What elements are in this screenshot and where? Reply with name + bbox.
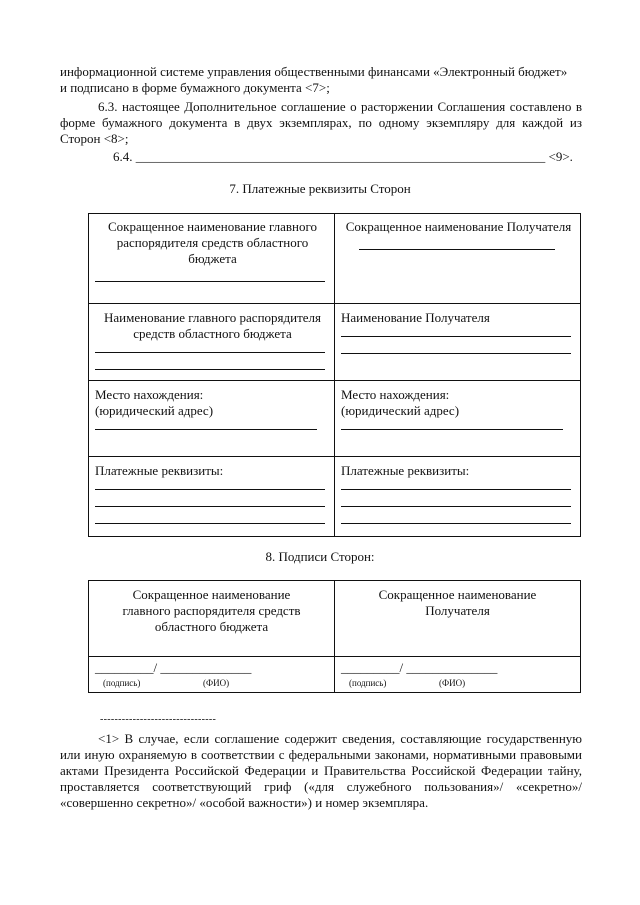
intro-line-2: и подписано в форме бумажного документа <7>; bbox=[60, 80, 330, 95]
table-cell bbox=[89, 657, 335, 693]
cell-label: Наименование главного распорядителя средств областного бюджета bbox=[104, 310, 321, 341]
signature-line-left: _________/ ______________ bbox=[95, 660, 252, 675]
table-row bbox=[89, 214, 581, 304]
fill-line bbox=[341, 353, 571, 354]
caption-signature-left: (подпись) bbox=[103, 678, 141, 688]
table-cell bbox=[89, 381, 335, 457]
table-cell bbox=[335, 581, 581, 657]
cell-sublabel: (юридический адрес) bbox=[95, 403, 214, 418]
clause-6-3: 6.3. настоящее Дополнительное соглашение о расторжении Соглашения составлено в форме бумажного документа в двух экземплярах, по одному экземпляру для каждой из Сторон <8>; bbox=[60, 99, 582, 146]
fill-line bbox=[359, 249, 555, 250]
fill-line bbox=[341, 506, 571, 507]
table-cell bbox=[335, 457, 581, 537]
table-row bbox=[89, 457, 581, 537]
table-cell bbox=[335, 304, 581, 381]
table-row bbox=[89, 581, 581, 657]
fill-line bbox=[95, 506, 325, 507]
clause-6-4 bbox=[113, 149, 593, 165]
caption-signature-right: (подпись) bbox=[349, 678, 387, 688]
table-row bbox=[89, 657, 581, 693]
table-cell bbox=[335, 381, 581, 457]
cell-label: Наименование Получателя bbox=[341, 310, 490, 325]
cell-label: Место нахождения: bbox=[341, 387, 450, 402]
table-cell bbox=[335, 657, 581, 693]
signatures-table bbox=[88, 580, 581, 693]
table-row bbox=[89, 304, 581, 381]
fill-line bbox=[95, 281, 325, 282]
section-7-title: 7. Платежные реквизиты Сторон bbox=[229, 181, 411, 196]
cell-sublabel: (юридический адрес) bbox=[341, 403, 460, 418]
fill-line bbox=[95, 369, 325, 370]
clause-6-4-ref: <9>. bbox=[548, 149, 573, 164]
table-row bbox=[89, 381, 581, 457]
fill-line bbox=[341, 489, 571, 490]
fill-line bbox=[95, 489, 325, 490]
footnote-separator: -------------------------------- bbox=[100, 714, 217, 725]
footnote-1: <1> В случае, если соглашение содержит сведения, составляющие государственную или иную охраняемую в соответствии с федеральными законами, нормативными правовыми актами Президента Российской Федерации и Правительства Российской Федерации тайну, проставляется соответствующий гриф («для служебного пользования»/ «секретно»/ «совершенно секретно»/ «особой важности») и номер экземпляра. bbox=[60, 731, 582, 810]
cell-label: Платежные реквизиты: bbox=[341, 463, 470, 478]
section-8-title: 8. Подписи Сторон: bbox=[265, 549, 375, 564]
table-cell bbox=[89, 581, 335, 657]
fill-line bbox=[95, 352, 325, 353]
table-cell bbox=[89, 304, 335, 381]
caption-fio-left: (ФИО) bbox=[203, 678, 230, 688]
fill-line bbox=[341, 523, 571, 524]
payment-details-table bbox=[88, 213, 581, 537]
caption-fio-right: (ФИО) bbox=[439, 678, 466, 688]
cell-label: Сокращенное наименование главного распорядителя средств областного бюджета bbox=[122, 587, 301, 634]
fill-line bbox=[95, 523, 325, 524]
intro-line-1: информационной системе управления общественными финансами «Электронный бюджет» bbox=[60, 64, 568, 79]
table-cell bbox=[89, 214, 335, 304]
fill-line bbox=[95, 429, 317, 430]
cell-label: Платежные реквизиты: bbox=[95, 463, 224, 478]
signature-line-right: _________/ ______________ bbox=[341, 660, 498, 675]
table-cell bbox=[89, 457, 335, 537]
cell-label: Сокращенное наименование Получателя bbox=[378, 587, 537, 618]
clause-6-4-blank: _______________________________________________________________ bbox=[135, 149, 546, 164]
fill-line bbox=[341, 336, 571, 337]
table-cell bbox=[335, 214, 581, 304]
cell-label: Место нахождения: bbox=[95, 387, 204, 402]
cell-label: Сокращенное наименование Получателя bbox=[345, 219, 572, 234]
clause-6-4-number: 6.4. bbox=[113, 149, 133, 164]
fill-line bbox=[341, 429, 563, 430]
cell-label: Сокращенное наименование главного распорядителя средств областного бюджета bbox=[108, 219, 317, 266]
